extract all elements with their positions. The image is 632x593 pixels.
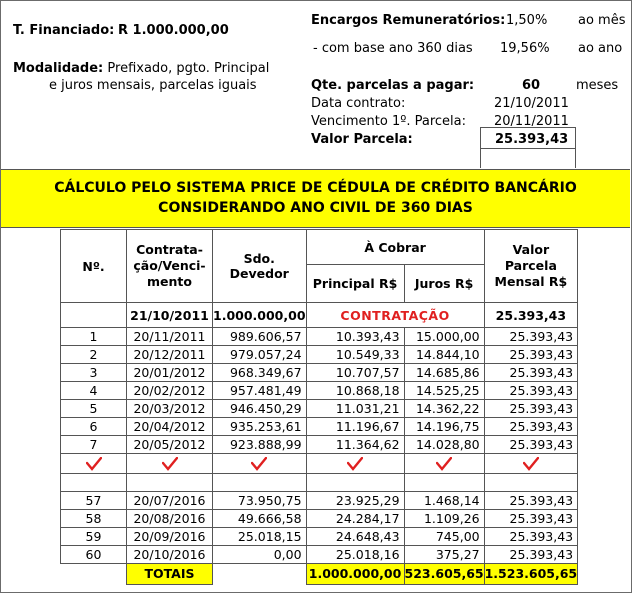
totals-saldo-empty xyxy=(213,564,307,585)
row-saldo: 0,00 xyxy=(213,546,307,564)
row-principal: 24.284,17 xyxy=(306,510,404,528)
row-parcela: 25.393,43 xyxy=(484,346,578,364)
title-banner xyxy=(1,169,630,228)
header-valor-2: Parcela xyxy=(504,258,557,273)
table-row xyxy=(61,400,578,418)
row-principal: 10.868,18 xyxy=(306,382,404,400)
contract-parcela: 25.393,43 xyxy=(484,303,578,328)
row-principal: 25.018,16 xyxy=(306,546,404,564)
contract-date: 21/10/2011 xyxy=(127,303,213,328)
check-mark-icon xyxy=(251,457,267,471)
spacer-row xyxy=(61,474,578,492)
row-juros: 15.000,00 xyxy=(404,328,484,346)
row-saldo: 923.888,99 xyxy=(213,436,307,454)
table-row xyxy=(61,492,578,510)
row-juros: 1.468,14 xyxy=(404,492,484,510)
row-date: 20/12/2011 xyxy=(127,346,213,364)
row-parcela: 25.393,43 xyxy=(484,492,578,510)
totals-principal: 1.000.000,00 xyxy=(306,564,404,585)
table-row xyxy=(61,346,578,364)
row-date: 20/02/2012 xyxy=(127,382,213,400)
header-valor xyxy=(484,230,578,303)
row-saldo: 946.450,29 xyxy=(213,400,307,418)
table-row xyxy=(61,364,578,382)
totals-juros: 523.605,65 xyxy=(404,564,484,585)
totals-blank xyxy=(61,564,127,585)
modalidade-line1 xyxy=(13,61,269,76)
row-date: 20/07/2016 xyxy=(127,492,213,510)
row-principal: 11.364,62 xyxy=(306,436,404,454)
contract-row xyxy=(61,303,578,328)
banner-line1: CÁLCULO PELO SISTEMA PRICE DE CÉDULA DE CRÉDITO BANCÁRIO xyxy=(54,180,577,196)
check-mark-icon xyxy=(347,457,363,471)
row-principal: 10.393,43 xyxy=(306,328,404,346)
row-juros: 14.525,25 xyxy=(404,382,484,400)
row-num: 58 xyxy=(61,510,127,528)
row-num: 1 xyxy=(61,328,127,346)
row-principal: 23.925,29 xyxy=(306,492,404,510)
check-cell xyxy=(127,454,213,474)
row-parcela: 25.393,43 xyxy=(484,364,578,382)
row-num: 57 xyxy=(61,492,127,510)
continuation-row xyxy=(61,454,578,474)
row-juros: 14.844,10 xyxy=(404,346,484,364)
modalidade-text2: e juros mensais, parcelas iguais xyxy=(49,78,257,93)
row-juros: 14.685,86 xyxy=(404,364,484,382)
table-row xyxy=(61,436,578,454)
row-date: 20/05/2012 xyxy=(127,436,213,454)
row-parcela: 25.393,43 xyxy=(484,382,578,400)
table-row xyxy=(61,528,578,546)
row-parcela: 25.393,43 xyxy=(484,418,578,436)
row-parcela: 25.393,43 xyxy=(484,328,578,346)
table-row xyxy=(61,382,578,400)
table-row xyxy=(61,418,578,436)
totals-parcela: 1.523.605,65 xyxy=(484,564,578,585)
check-mark-icon xyxy=(436,457,452,471)
row-principal: 10.707,57 xyxy=(306,364,404,382)
contract-saldo: 1.000.000,00 xyxy=(213,303,307,328)
table-row xyxy=(61,328,578,346)
contract-num xyxy=(61,303,127,328)
vencimento-label: Vencimento 1º. Parcela: xyxy=(311,114,467,129)
modalidade-label: Modalidade: xyxy=(13,61,104,76)
contract-label: CONTRATAÇÃO xyxy=(306,303,484,328)
header-valor-1: Valor xyxy=(512,242,550,257)
valor-parcela-empty-cell xyxy=(480,148,576,168)
base-unit: ao ano xyxy=(578,41,623,56)
encargos-rate: 1,50% xyxy=(506,13,548,28)
row-parcela: 25.393,43 xyxy=(484,510,578,528)
rows-bottom xyxy=(61,492,578,564)
data-contrato-value: 21/10/2011 xyxy=(494,96,569,111)
check-cell xyxy=(213,454,307,474)
encargos-unit: ao mês xyxy=(578,13,626,28)
row-date: 20/10/2016 xyxy=(127,546,213,564)
parcelas-label: Qte. parcelas a pagar: xyxy=(311,78,475,93)
row-saldo: 25.018,15 xyxy=(213,528,307,546)
header-valor-3: Mensal R$ xyxy=(494,274,568,289)
base-rate: 19,56% xyxy=(500,41,550,56)
check-cell xyxy=(61,454,127,474)
row-juros: 375,27 xyxy=(404,546,484,564)
row-juros: 14.196,75 xyxy=(404,418,484,436)
row-num: 2 xyxy=(61,346,127,364)
valor-parcela-value: 25.393,43 xyxy=(495,132,569,147)
row-num: 6 xyxy=(61,418,127,436)
financiado-value: R 1.000.000,00 xyxy=(118,23,229,38)
rows-top xyxy=(61,328,578,454)
row-saldo: 73.950,75 xyxy=(213,492,307,510)
amortization-table xyxy=(60,229,578,585)
totals-label: TOTAIS xyxy=(127,564,213,585)
check-mark-icon xyxy=(523,457,539,471)
row-parcela: 25.393,43 xyxy=(484,546,578,564)
modalidade-text1: Prefixado, pgto. Principal xyxy=(107,61,270,76)
row-saldo: 968.349,67 xyxy=(213,364,307,382)
header-juros: Juros R$ xyxy=(404,265,484,303)
row-saldo: 49.666,58 xyxy=(213,510,307,528)
table-row xyxy=(61,510,578,528)
row-date: 20/08/2016 xyxy=(127,510,213,528)
row-saldo: 957.481,49 xyxy=(213,382,307,400)
data-contrato-label: Data contrato: xyxy=(311,96,406,111)
banner-line2: CONSIDERANDO ANO CIVIL DE 360 DIAS xyxy=(158,200,473,216)
header-num: Nº. xyxy=(61,230,127,303)
check-mark-icon xyxy=(86,457,102,471)
header-contratacao xyxy=(127,230,213,303)
row-saldo: 979.057,24 xyxy=(213,346,307,364)
parcelas-unit: meses xyxy=(576,78,619,93)
table-row xyxy=(61,546,578,564)
row-date: 20/04/2012 xyxy=(127,418,213,436)
row-num: 60 xyxy=(61,546,127,564)
header-saldo: Sdo. Devedor xyxy=(213,230,307,303)
check-cell xyxy=(404,454,484,474)
financiado-label: T. Financiado: xyxy=(13,23,115,38)
valor-parcela-label: Valor Parcela: xyxy=(311,132,413,147)
row-num: 7 xyxy=(61,436,127,454)
row-num: 4 xyxy=(61,382,127,400)
row-juros: 14.362,22 xyxy=(404,400,484,418)
row-date: 20/01/2012 xyxy=(127,364,213,382)
row-principal: 11.196,67 xyxy=(306,418,404,436)
vencimento-value: 20/11/2011 xyxy=(494,114,569,129)
totals-row xyxy=(61,564,578,585)
row-date: 20/09/2016 xyxy=(127,528,213,546)
row-num: 5 xyxy=(61,400,127,418)
row-parcela: 25.393,43 xyxy=(484,436,578,454)
check-cell xyxy=(484,454,578,474)
header-principal: Principal R$ xyxy=(306,265,404,303)
base-label: - com base ano 360 dias xyxy=(313,41,473,56)
check-mark-icon xyxy=(162,457,178,471)
row-saldo: 935.253,61 xyxy=(213,418,307,436)
row-date: 20/03/2012 xyxy=(127,400,213,418)
parcelas-value: 60 xyxy=(522,78,541,93)
row-principal: 24.648,43 xyxy=(306,528,404,546)
check-cell xyxy=(306,454,404,474)
row-juros: 14.028,80 xyxy=(404,436,484,454)
row-principal: 10.549,33 xyxy=(306,346,404,364)
row-parcela: 25.393,43 xyxy=(484,400,578,418)
row-juros: 1.109,26 xyxy=(404,510,484,528)
row-num: 59 xyxy=(61,528,127,546)
row-parcela: 25.393,43 xyxy=(484,528,578,546)
row-num: 3 xyxy=(61,364,127,382)
row-saldo: 989.606,57 xyxy=(213,328,307,346)
row-juros: 745,00 xyxy=(404,528,484,546)
header-a-cobrar: À Cobrar xyxy=(306,230,484,265)
row-principal: 11.031,21 xyxy=(306,400,404,418)
row-date: 20/11/2011 xyxy=(127,328,213,346)
header-contratacao-2: ção/Venci- xyxy=(133,258,206,273)
encargos-label: Encargos Remuneratórios: xyxy=(311,13,506,28)
header-contratacao-1: Contrata- xyxy=(136,242,203,257)
header-contratacao-3: mento xyxy=(147,274,192,289)
